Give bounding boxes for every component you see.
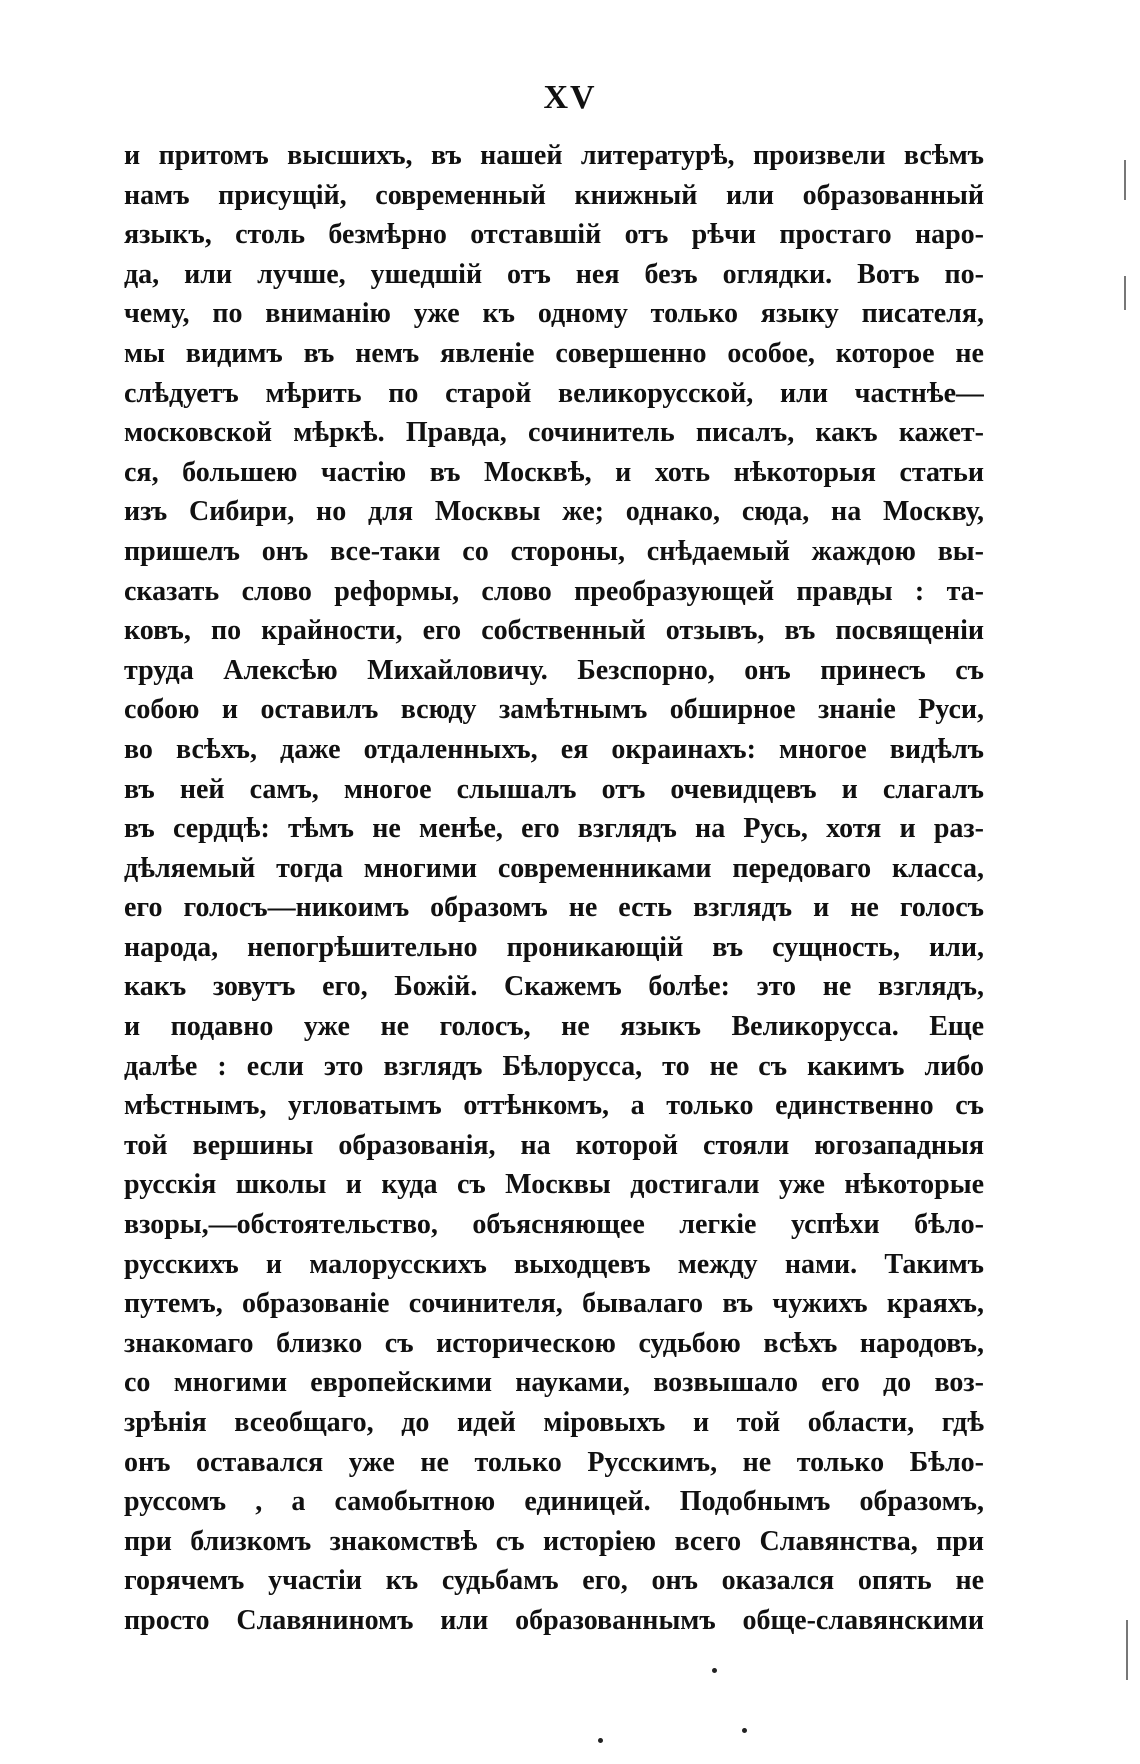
text-line: зрѣнія всеобщаго, до идей міровыхъ и той области, гдѣ: [124, 1407, 984, 1438]
text-line: со многими европейскими науками, возвышало его до воз-: [124, 1367, 984, 1399]
scan-edge-mark: [1124, 160, 1126, 200]
text-line: просто Славяниномъ или образованнымъ обще-славянскими: [124, 1604, 984, 1636]
text-line: сказать слово реформы, слово преобразующей правды : та-: [124, 575, 984, 607]
scan-edge-mark: [1126, 1620, 1128, 1680]
text-line: далѣе : если это взглядъ Бѣлорусса, то не съ какимъ либо: [124, 1050, 984, 1082]
text-line: той вершины образованія, на которой стояли югозападныя: [124, 1129, 984, 1161]
ink-speck: [598, 1738, 603, 1743]
text-line: руссомъ , а самобытною единицей. Подобнымъ образомъ,: [124, 1486, 984, 1518]
text-line: въ сердцѣ: тѣмъ не менѣе, его взглядъ на Русь, хотя и раз-: [124, 813, 984, 845]
text-line: изъ Сибири, но для Москвы же; однако, сюда, на Москву,: [124, 496, 984, 528]
text-line: дѣляемый тогда многими современниками передоваго класса,: [124, 852, 984, 884]
text-line: русскихъ и малорусскихъ выходцевъ между нами. Такимъ: [124, 1248, 984, 1280]
body-text: [124, 136, 984, 1641]
text-line: его голосъ—никоимъ образомъ не есть взглядъ и не голосъ: [124, 892, 984, 924]
ink-speck: [742, 1728, 747, 1733]
text-line: онъ оставался уже не только Русскимъ, не только Бѣло-: [124, 1446, 984, 1478]
text-line: московской мѣркѣ. Правда, сочинитель писалъ, какъ кажет-: [124, 417, 984, 449]
text-line: и подавно уже не голосъ, не языкъ Великорусса. Еще: [124, 1011, 984, 1043]
text-line: слѣдуетъ мѣрить по старой великорусской, или частнѣе—: [124, 377, 984, 409]
text-line: путемъ, образованіе сочинителя, бывалаго въ чужихъ краяхъ,: [124, 1288, 984, 1320]
scan-edge-mark: [1124, 276, 1126, 310]
text-line: пришелъ онъ все-таки со стороны, снѣдаемый жаждою вы-: [124, 535, 984, 567]
text-line: ковъ, по крайности, его собственный отзывъ, въ посвященіи: [124, 615, 984, 647]
text-line: въ ней самъ, многое слышалъ отъ очевидцевъ и слагалъ: [124, 773, 984, 805]
text-line: во всѣхъ, даже отдаленныхъ, ея окраинахъ: многое видѣлъ: [124, 733, 984, 765]
text-line: знакомаго близко съ историческою судьбою всѣхъ народовъ,: [124, 1327, 984, 1359]
text-line: ся, большею частію въ Москвѣ, и хоть нѣкоторыя статьи: [124, 456, 984, 488]
text-line: народа, непогрѣшительно проникающій въ сущность, или,: [124, 931, 984, 963]
text-line: собою и оставилъ всюду замѣтнымъ обширное знаніе Руси,: [124, 694, 984, 726]
text-line: мы видимъ въ немъ явленіе совершенно особое, которое не: [124, 337, 984, 369]
text-line: труда Алексѣю Михайловичу. Безспорно, онъ принесъ съ: [124, 654, 984, 686]
text-line: языкъ, столь безмѣрно отставшій отъ рѣчи простаго наро-: [124, 219, 984, 251]
text-line: намъ присущій, современный книжный или образованный: [124, 179, 984, 211]
page-number: XV: [543, 79, 597, 116]
text-line: горячемъ участіи къ судьбамъ его, онъ оказался опять не: [124, 1565, 984, 1597]
text-line: и притомъ высшихъ, въ нашей литературѣ, произвели всѣмъ: [124, 140, 984, 171]
text-line: русскія школы и куда съ Москвы достигали уже нѣкоторые: [124, 1169, 984, 1201]
text-line: да, или лучше, ушедшій отъ нея безъ оглядки. Вотъ по-: [124, 258, 984, 290]
text-line: взоры,—обстоятельство, объясняющее легкіе успѣхи бѣло-: [124, 1209, 984, 1241]
ink-speck: [712, 1668, 717, 1673]
text-line: мѣстнымъ, угловатымъ оттѣнкомъ, а только единственно съ: [124, 1090, 984, 1122]
text-line: при близкомъ знакомствѣ съ исторіею всего Славянства, при: [124, 1525, 984, 1557]
text-line: какъ зовутъ его, Божій. Скажемъ болѣе: это не взглядъ,: [124, 971, 984, 1003]
text-line: чему, по вниманію уже къ одному только языку писателя,: [124, 298, 984, 330]
